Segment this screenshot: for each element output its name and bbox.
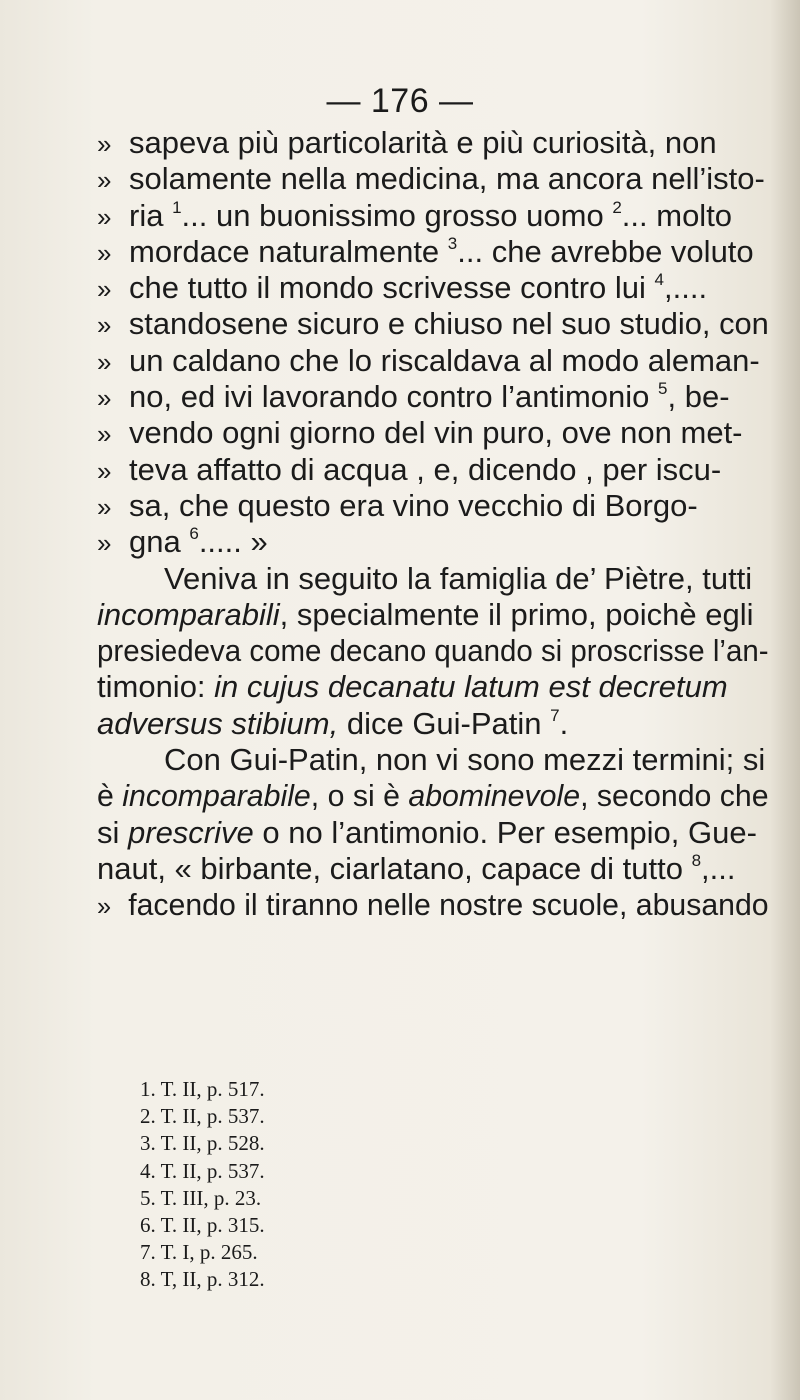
footnote: 1. T. II, p. 517. bbox=[140, 1077, 265, 1101]
page-number: — 176 — bbox=[326, 82, 474, 120]
page-edge-shadow bbox=[770, 0, 800, 1400]
footnote-ref: 2 bbox=[612, 197, 622, 217]
footnote-ref: 4 bbox=[654, 270, 664, 290]
paragraph-line: presiedeva come decano quando si proscrisse l’an- bbox=[97, 633, 769, 669]
quote-line: » che tutto il mondo scrivesse contro lui $^4$,.... bbox=[97, 270, 708, 306]
footnote: 2. T. II, p. 537. bbox=[140, 1104, 265, 1129]
quote-line: » facendo il tiranno nelle nostre scuole, abusando bbox=[97, 887, 769, 923]
quote-line: » un caldano che lo riscaldava al modo aleman- bbox=[97, 342, 760, 378]
body-text bbox=[97, 125, 769, 924]
footnote: 5. T. III, p. 23. bbox=[140, 1185, 262, 1210]
paragraph-line: timonio: in cujus decanatu latum est decretum bbox=[97, 669, 728, 705]
paragraph-line: incomparabili, specialmente il primo, poichè egli bbox=[97, 596, 754, 632]
quote-line: » no, ed ivi lavorando contro l’antimonio $^5$, be- bbox=[97, 379, 730, 415]
quote-line: » mordace naturalmente $^3$... che avrebbe voluto bbox=[97, 233, 754, 269]
footnote: 3. T. II, p. 528. bbox=[140, 1131, 265, 1156]
footnotes bbox=[140, 1076, 265, 1294]
quote-line: » gna $^6$..... » bbox=[97, 524, 268, 560]
quote-line: » teva affatto di acqua , e, dicendo , per iscu- bbox=[97, 451, 722, 487]
footnote-ref: 6 bbox=[189, 524, 199, 544]
quote-line: » vendo ogni giorno del vin puro, ove non met- bbox=[97, 415, 743, 451]
paragraph-line: si prescrive o no l’antimonio. Per esempio, Gue- bbox=[97, 814, 757, 850]
footnote-ref: 8 bbox=[691, 850, 702, 870]
quote-line: » standosene sicuro e chiuso nel suo studio, con bbox=[97, 306, 769, 342]
footnote: 8. T, II, p. 312. bbox=[140, 1267, 265, 1292]
quote-line: » ria $^1$... un buonissimo grosso uomo $^2$... molto bbox=[97, 197, 733, 233]
footnote-ref: 7 bbox=[550, 705, 560, 725]
paragraph-line: adversus stibium, dice Gui-Patin $^7$. bbox=[97, 705, 569, 741]
quote-line: » sa, che questo era vino vecchio di Borgo- bbox=[97, 487, 698, 523]
footnote-ref: 5 bbox=[658, 379, 668, 399]
footnote: 7. T. I, p. 265. bbox=[140, 1240, 258, 1265]
paragraph-line: naut, « birbante, ciarlatano, capace di tutto $^8$,... bbox=[97, 850, 736, 886]
paragraph-line: Veniva in seguito la famiglia de’ Piètre, tutti bbox=[164, 560, 753, 596]
paragraph-line: Con Gui-Patin, non vi sono mezzi termini; si bbox=[164, 742, 766, 778]
footnote: 4. T. II, p. 537. bbox=[140, 1158, 265, 1183]
footnote-ref: 1 bbox=[172, 197, 182, 217]
quote-line: » solamente nella medicina, ma ancora nell’isto- bbox=[97, 161, 765, 197]
footnote-ref: 3 bbox=[447, 233, 458, 253]
footnote: 6. T. II, p. 315. bbox=[140, 1213, 265, 1238]
quote-line: » sapeva più particolarità e più curiosità, non bbox=[97, 125, 717, 160]
paragraph-line: è incomparabile, o si è abominevole, secondo che bbox=[97, 778, 769, 814]
